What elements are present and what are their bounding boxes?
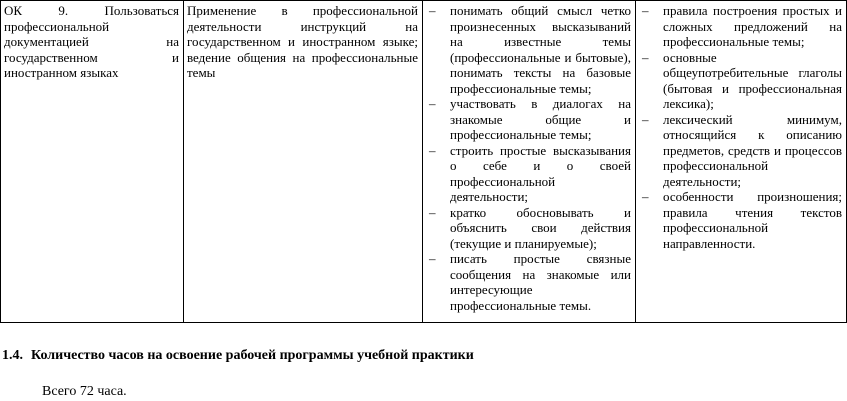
dash-marker: –	[642, 111, 649, 127]
knowledge-cell	[636, 1, 847, 323]
list-item	[639, 189, 842, 251]
dash-marker: –	[429, 251, 436, 266]
competency-code-cell	[1, 1, 184, 323]
knowledge-text: особенности произношения; правила чтения текстов профессиональной направленности.	[663, 189, 842, 251]
skills-summary-text: Применение в профессиональной деятельности инструкций на государственном и иностранном языке; ведение общения на профессиональные темы	[187, 3, 418, 80]
dash-marker: –	[429, 96, 436, 111]
competency-code-text: ОК 9. Пользоваться профессиональной документацией на государственном и иностранном языках	[4, 3, 179, 80]
total-hours-text: Всего 72 часа.	[42, 384, 127, 399]
dash-marker: –	[642, 189, 649, 204]
dash-marker: –	[429, 142, 436, 158]
skills-summary-cell	[184, 1, 423, 323]
ability-text: кратко обосновывать и объяснить свои действия (текущие и планируемые);	[450, 204, 631, 251]
list-item	[426, 3, 631, 96]
ability-text: строить простые высказывания о себе и о своей профессиональной деятельности;	[450, 142, 631, 204]
section-title: Количество часов на освоение рабочей программы учебной практики	[31, 348, 474, 363]
abilities-cell	[423, 1, 636, 323]
knowledge-text: лексический минимум, относящийся к описанию предметов, средств и процессов профессиональной деятельности;	[663, 111, 842, 189]
dash-marker: –	[642, 49, 649, 65]
list-item	[639, 3, 842, 50]
list-item	[426, 96, 631, 143]
list-item	[426, 205, 631, 252]
section-heading	[2, 348, 474, 364]
dash-marker: –	[642, 3, 649, 18]
dash-marker: –	[429, 3, 436, 18]
abilities-list	[426, 3, 631, 313]
knowledge-text: основные общеупотребительные глаголы (бытовая и профессиональная лексика);	[663, 49, 842, 111]
dash-marker: –	[429, 204, 436, 220]
list-item	[426, 143, 631, 205]
knowledge-list	[639, 3, 842, 251]
ability-text: участвовать в диалогах на знакомые общие и профессиональные темы;	[450, 96, 631, 142]
ability-text: понимать общий смысл четко произнесенных высказываний на известные темы (профессиональные и бытовые), понимать тексты на базовые профессиональные темы;	[450, 3, 631, 96]
knowledge-text: правила построения простых и сложных предложений на профессиональные темы;	[663, 3, 842, 49]
list-item	[639, 50, 842, 112]
ability-text: писать простые связные сообщения на знакомые или интересующие профессиональные темы.	[450, 251, 631, 313]
list-item	[639, 112, 842, 190]
list-item	[426, 251, 631, 313]
table-row	[1, 1, 847, 323]
section-number: 1.4.	[2, 348, 23, 363]
